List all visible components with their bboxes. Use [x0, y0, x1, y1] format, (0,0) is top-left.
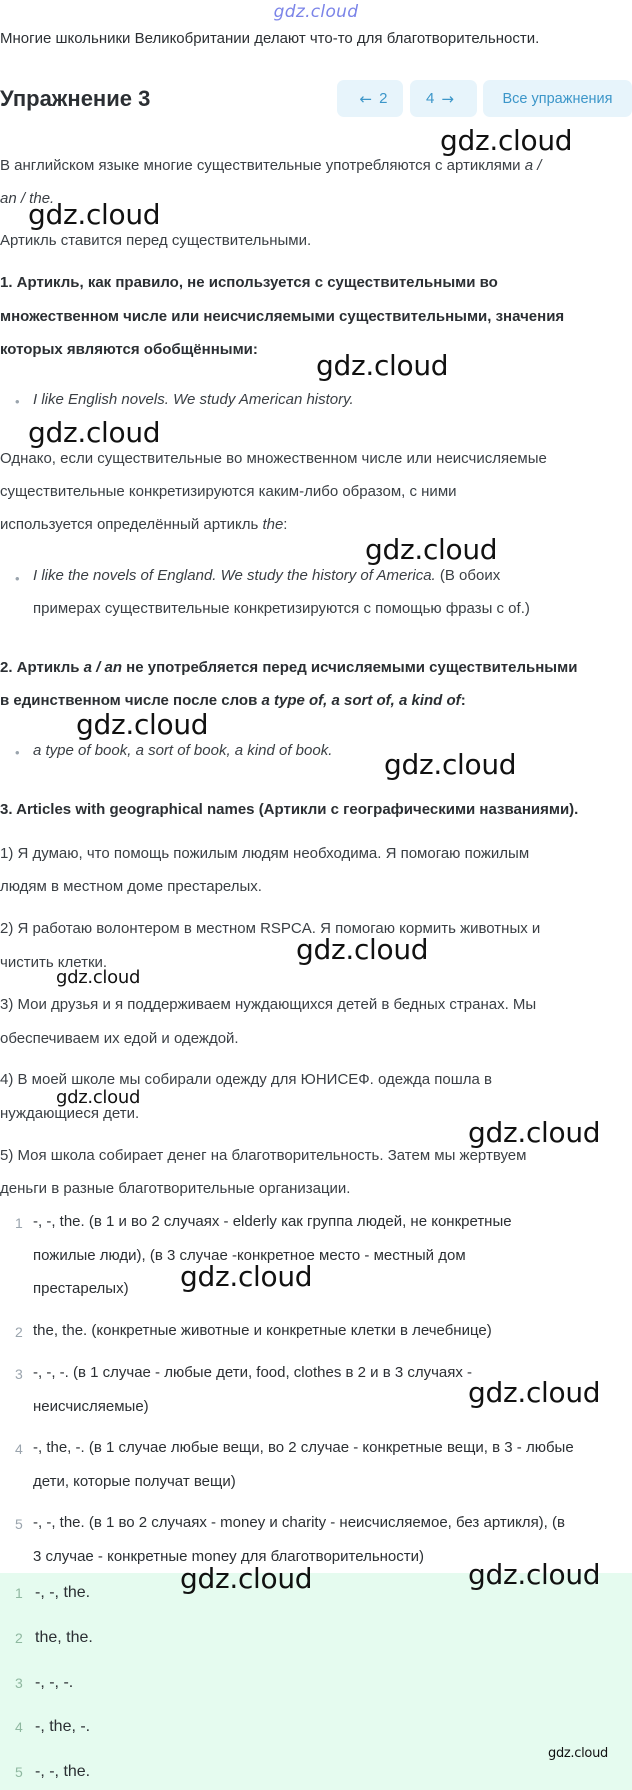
rule-2-phrases: a type of, a sort of, a kind of — [261, 692, 461, 709]
bullet-icon: • — [15, 394, 20, 409]
watermark: gdz.cloud — [548, 1746, 608, 1761]
watermark: gdz.cloud — [56, 1087, 141, 1108]
answer-text: -, -, the. — [35, 1763, 91, 1780]
rule-2-text: 2. Артикль — [0, 659, 84, 676]
answer-number: 2 — [15, 1630, 23, 1646]
watermark: gdz.cloud — [468, 1558, 601, 1591]
theory-article: a / — [524, 157, 542, 174]
answer-text: -, -, -. — [35, 1674, 74, 1691]
answer-text: -, -, the. — [35, 1584, 91, 1601]
theory-paragraph-3 — [0, 517, 632, 533]
watermark: gdz.cloud — [468, 1116, 601, 1149]
list-item-number: 5 — [15, 1516, 23, 1532]
next-exercise-label: 4 — [426, 90, 435, 107]
watermark: gdz.cloud — [28, 198, 161, 231]
theory-paragraph-3: Однако, если существительные во множественном числе или неисчисляемые — [0, 450, 547, 467]
bullet-icon: • — [15, 571, 20, 586]
watermark: gdz.cloud — [180, 1562, 313, 1595]
rule-1-line: множественном числе или неисчисляемыми существительными, значения — [0, 308, 565, 325]
list-item: престарелых) — [33, 1280, 129, 1297]
theory-text: : — [283, 516, 288, 533]
watermark: gdz.cloud — [56, 967, 141, 988]
rule-1-line: 1. Артикль, как правило, не используется с существительными во — [0, 274, 498, 291]
list-item: -, -, -. (в 1 случае - любые дети, food, clothes в 2 и в 3 случаях - — [33, 1364, 473, 1381]
watermark: gdz.cloud — [316, 349, 449, 382]
translation-line: людям в местном доме престарелых. — [0, 878, 262, 895]
rule-1-line: которых являются обобщёнными: — [0, 341, 258, 358]
theory-paragraph-1-cont: an / the. — [0, 190, 55, 207]
translation-line: нуждающиеся дети. — [0, 1105, 140, 1122]
translation-line: 5) Моя школа собирает денег на благотворительность. Затем мы жертвуем — [0, 1147, 527, 1164]
rule-3: 3. Articles with geographical names (Артикли с географическими названиями). — [0, 801, 579, 818]
watermark: gdz.cloud — [180, 1260, 313, 1293]
answer-number: 3 — [15, 1675, 23, 1691]
translation-line: 1) Я думаю, что помощь пожилым людям необходима. Я помогаю пожилым — [0, 845, 530, 862]
translation-line: 2) Я работаю волонтером в местном RSPCA. Я помогаю кормить животных и — [0, 920, 541, 937]
answer-text: -, the, -. — [35, 1718, 91, 1735]
example-1: I like English novels. We study American history. — [33, 391, 354, 408]
prev-exercise-button[interactable] — [337, 80, 403, 117]
example-2-italic: I like the novels of England. We study the history of America. — [33, 567, 436, 584]
list-item: 3 случае - конкретные money для благотворительности) — [33, 1548, 425, 1565]
rule-2-text: в единственном числе после слов — [0, 692, 262, 709]
list-item: дети, которые получат вещи) — [33, 1473, 236, 1490]
list-item-number: 4 — [15, 1441, 23, 1457]
list-item-number: 1 — [15, 1215, 23, 1231]
theory-paragraph-3: существительные конкретизируются каким-либо образом, с ними — [0, 483, 457, 500]
rule-2-article: a / an — [83, 659, 123, 676]
page-title: Упражнение 3 — [0, 86, 151, 111]
site-logo[interactable]: gdz.cloud — [273, 2, 359, 22]
list-item: -, -, the. (в 1 во 2 случаях - money и charity - неисчисляемое, без артикля), (в — [33, 1514, 565, 1531]
watermark: gdz.cloud — [76, 708, 209, 741]
watermark: gdz.cloud — [440, 124, 573, 157]
rule-2-line — [0, 660, 632, 676]
watermark: gdz.cloud — [468, 1376, 601, 1409]
intro-text: Многие школьники Великобритании делают что-то для благотворительности. — [0, 30, 540, 47]
watermark: gdz.cloud — [384, 748, 517, 781]
translation-line: деньги в разные благотворительные организации. — [0, 1180, 351, 1197]
next-exercise-button[interactable] — [410, 80, 477, 117]
all-exercises-button[interactable]: Все упражнения — [483, 80, 632, 117]
rule-2-line — [0, 693, 632, 709]
theory-article: the — [262, 516, 284, 533]
watermark: gdz.cloud — [296, 933, 429, 966]
theory-paragraph-1 — [0, 158, 632, 174]
list-item: -, -, the. (в 1 и во 2 случаях - elderly как группа людей, не конкретные — [33, 1213, 512, 1230]
answer-number: 5 — [15, 1764, 23, 1780]
list-item: the, the. (конкретные животные и конкретные клетки в лечебнице) — [33, 1322, 492, 1339]
theory-text: В английском языке многие существительные употребляются с артиклями — [0, 157, 525, 174]
translation-line: чистить клетки. — [0, 954, 108, 971]
answer-number: 1 — [15, 1585, 23, 1601]
list-item-number: 2 — [15, 1324, 23, 1340]
list-item: неисчисляемые) — [33, 1398, 149, 1415]
theory-paragraph-2: Артикль ставится перед существительными. — [0, 232, 312, 249]
answer-text: the, the. — [35, 1629, 93, 1646]
answer-panel — [0, 1573, 632, 1790]
rule-2-text: не употребляется перед исчисляемыми существительными — [122, 659, 578, 676]
example-2-cont: примерах существительные конкретизируются с помощью фразы с of.) — [33, 600, 530, 617]
arrow-left-icon: ← — [359, 89, 373, 108]
prev-exercise-label: 2 — [379, 90, 388, 107]
list-item: -, the, -. (в 1 случае любые вещи, во 2 случае - конкретные вещи, в 3 - любые — [33, 1439, 574, 1456]
answer-number: 4 — [15, 1719, 23, 1735]
example-2-note: (В обоих — [435, 567, 501, 584]
list-item: пожилые люди), (в 3 случае -конкретное место - местный дом — [33, 1247, 466, 1264]
theory-text: используется определённый артикль — [0, 516, 263, 533]
bullet-icon: • — [15, 745, 20, 760]
arrow-right-icon: → — [441, 89, 454, 108]
rule-2-text: : — [460, 692, 466, 709]
translation-line: обеспечиваем их едой и одеждой. — [0, 1030, 239, 1047]
watermark: gdz.cloud — [365, 533, 498, 566]
translation-line: 4) В моей школе мы собирали одежду для ЮНИСЕФ. одежда пошла в — [0, 1071, 492, 1088]
translation-line: 3) Мои друзья и я поддерживаем нуждающихся детей в бедных странах. Мы — [0, 996, 537, 1013]
watermark: gdz.cloud — [28, 416, 161, 449]
list-item-number: 3 — [15, 1366, 23, 1382]
example-3: a type of book, a sort of book, a kind of book. — [33, 742, 333, 759]
example-2 — [33, 568, 632, 584]
exercise-header — [0, 80, 632, 120]
